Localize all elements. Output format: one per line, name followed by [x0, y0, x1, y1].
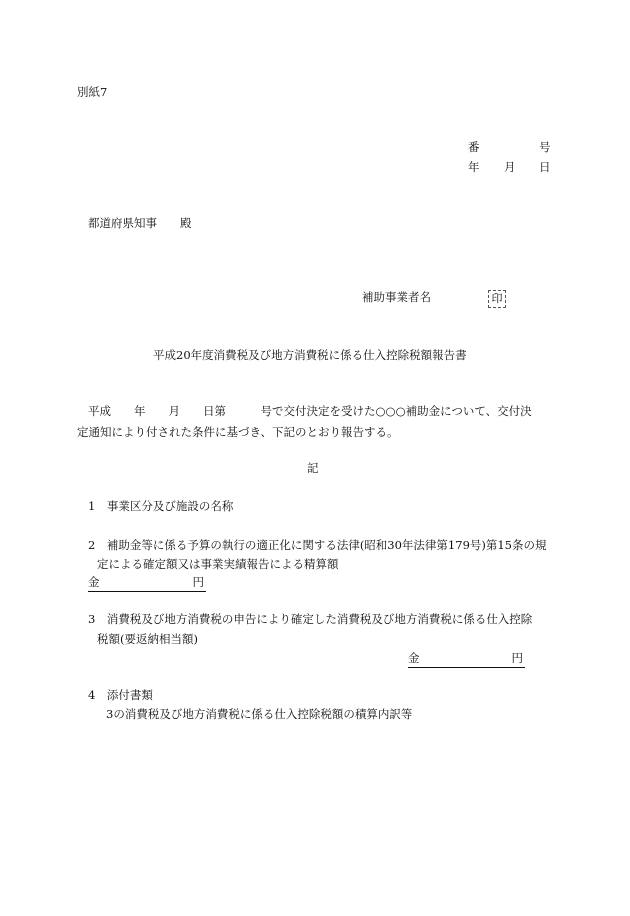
item-2-amount	[88, 577, 206, 592]
ref-number-suffix: 号	[539, 140, 551, 154]
document-title: 平成20年度消費税及び地方消費税に係る仕入控除税額報告書	[153, 348, 467, 362]
item-2-line-1: 2 補助金等に係る予算の執行の適正化に関する法律(昭和30年法律第179号)第15条の規	[88, 538, 547, 552]
seal-mark: 印	[488, 290, 506, 308]
item-3-amount-suffix: 円	[511, 651, 523, 665]
item-2-line-2: 定による確定額又は事業実績報告による精算額	[97, 557, 339, 571]
item-4: 4 添付書類	[88, 688, 153, 702]
ref-month: 月	[504, 160, 516, 174]
body-line-1: 平成 年 月 日第 号で交付決定を受けた○○○補助金について、交付決	[88, 404, 532, 418]
item-1: 1 事業区分及び施設の名称	[88, 499, 234, 513]
ki-heading: 記	[307, 461, 319, 475]
item-3-line-1: 3 消費税及び地方消費税の申告により確定した消費税及び地方消費税に係る仕入控除	[88, 612, 533, 626]
item-3-amount	[408, 653, 525, 668]
item-3-line-2: 税額(要返納相当額)	[97, 632, 198, 646]
ref-year: 年	[468, 160, 480, 174]
addressee: 都道府県知事 殿	[88, 216, 192, 230]
item-2-amount-suffix: 円	[192, 575, 204, 589]
attachment-label: 別紙7	[77, 85, 108, 99]
item-4-detail: 3の消費税及び地方消費税に係る仕入控除税額の積算内訳等	[106, 707, 413, 721]
ref-number-label: 番	[468, 140, 480, 154]
body-line-2: 定通知により付された条件に基づき、下記のとおり報告する。	[77, 425, 399, 439]
ref-day: 日	[539, 160, 551, 174]
item-2-amount-prefix: 金	[88, 575, 100, 589]
item-3-amount-prefix: 金	[408, 651, 420, 665]
applicant-label: 補助事業者名	[362, 290, 431, 304]
